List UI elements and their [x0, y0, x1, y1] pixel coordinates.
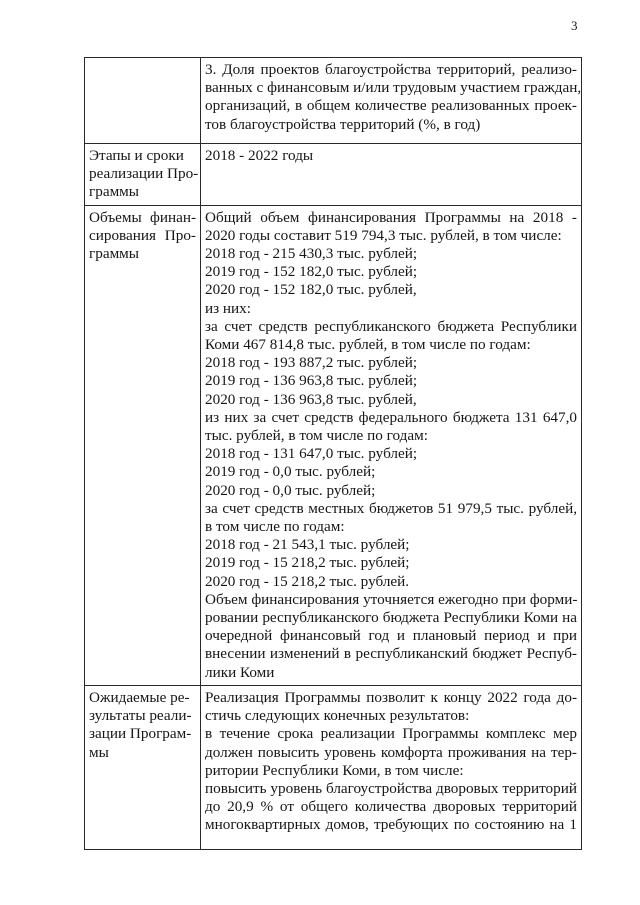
text-line: ровании республиканского бюджета Республики Коми на [205, 609, 577, 627]
text-line: очередной финансовый год и плановый период и при [205, 627, 577, 645]
text-line: внесении изменений в республиканский бюджет Респуб- [205, 645, 577, 663]
table-row [85, 58, 582, 144]
text-line: за счет средств республиканского бюджета Республики [205, 317, 577, 335]
label-cell-funding [85, 205, 201, 685]
text-line: 2020 годы составит 519 794,3 тыс. рублей, в том числе: [205, 226, 562, 244]
text-line: мы [89, 743, 109, 761]
text-line: 2020 год - 15 218,2 тыс. рублей. [205, 572, 410, 590]
text-line: до 20,9 % от общего количества дворовых территорий [205, 798, 577, 816]
text-line: зации Програм- [89, 725, 192, 743]
text-line: 2019 год - 0,0 тыс. рублей; [205, 463, 376, 481]
text-line: организаций, в общем количестве реализованных проек- [205, 97, 577, 115]
value-cell-stages [201, 144, 582, 206]
text-line: граммы [89, 183, 139, 201]
text-line: Реализация Программы позволит к концу 2022 года до- [205, 688, 577, 706]
text-line: в том числе по годам: [205, 518, 345, 536]
value-cell-indicator-3 [201, 58, 582, 144]
text-line: стичь следующих конечных результатов: [205, 707, 470, 725]
label-cell-stages [85, 144, 201, 206]
text-line: Объемы финан- [89, 208, 196, 226]
text-line: Коми 467 814,8 тыс. рублей, в том числе по годам: [205, 336, 531, 354]
text-line: 2018 год - 193 887,2 тыс. рублей; [205, 354, 418, 372]
text-line: лики Коми [205, 663, 275, 681]
text-line: 2019 год - 152 182,0 тыс. рублей; [205, 263, 418, 281]
text-line: 2020 год - 136 963,8 тыс. рублей, [205, 390, 417, 408]
text-line: 2018 год - 215 430,3 тыс. рублей; [205, 245, 418, 263]
text-line: многоквартирных домов, требующих по состоянию на 1 [205, 816, 577, 834]
text-line: должен повысить уровень комфорта проживания на тер- [205, 743, 577, 761]
table-row [85, 205, 582, 685]
text-line: сирования Про- [89, 226, 196, 244]
text-line: тов благоустройства территорий (%, в год) [205, 115, 481, 133]
text-line: в течение срока реализации Программы комплекс мер [205, 725, 577, 743]
text-line: Ожидаемые ре- [89, 688, 190, 706]
text-line: из них: [205, 299, 251, 317]
table-row [85, 685, 582, 849]
label-cell-results [85, 685, 201, 849]
text-line: Объем финансирования уточняется ежегодно при форми- [205, 590, 578, 608]
text-line: 2019 год - 136 963,8 тыс. рублей; [205, 372, 418, 390]
text-line: 2018 год - 131 647,0 тыс. рублей; [205, 445, 418, 463]
text-line: повысить уровень благоустройства дворовых территорий [205, 779, 577, 797]
text-line: за счет средств местных бюджетов 51 979,5 тыс. рублей, [205, 499, 577, 517]
label-cell-empty [85, 58, 201, 144]
program-passport-table [84, 57, 582, 850]
table-row [85, 144, 582, 206]
text-line: 2020 год - 152 182,0 тыс. рублей, [205, 281, 417, 299]
text-line: 2018 - 2022 годы [205, 147, 314, 164]
text-line: 2018 год - 21 543,1 тыс. рублей; [205, 536, 410, 554]
text-line: зультаты реали- [89, 707, 192, 725]
text-line: из них за счет средств федерального бюджета 131 647,0 [205, 408, 577, 426]
text-line: Этапы и сроки [89, 147, 184, 164]
text-line: 2019 год - 15 218,2 тыс. рублей; [205, 554, 410, 572]
text-line: тыс. рублей, в том числе по годам: [205, 427, 428, 445]
page-number: 3 [571, 18, 578, 33]
text-line: 2020 год - 0,0 тыс. рублей; [205, 481, 376, 499]
text-line: 3. Доля проектов благоустройства территорий, реализо- [205, 61, 577, 78]
text-line: ванных с финансовым и/или трудовым участием граждан, [205, 79, 582, 97]
text-line: ритории Республики Коми, в том числе: [205, 761, 464, 779]
text-line: реализации Про- [89, 165, 199, 183]
text-line: граммы [89, 245, 139, 263]
value-cell-funding [201, 205, 582, 685]
value-cell-results [201, 685, 582, 849]
text-line: Общий объем финансирования Программы на 2018 - [205, 208, 577, 226]
